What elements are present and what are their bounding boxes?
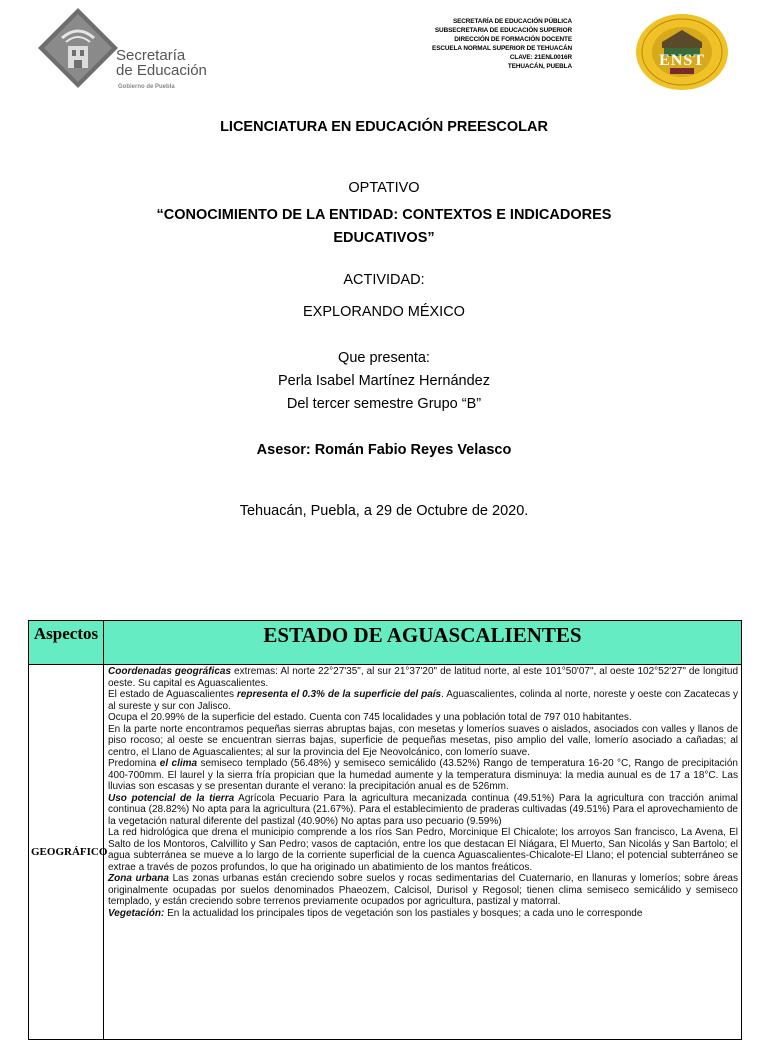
paragraph [108,758,738,793]
place-date: Tehuacán, Puebla, a 29 de Octubre de 2020. [239,503,529,519]
column-header-aspects: Aspectos [29,621,104,665]
paragraph-text: En la actualidad los principales tipos de vegetación son los pastiales y bosques; a cada uno le corresponde [164,907,643,919]
paragraph-lead: Vegetación: [108,907,165,919]
paragraph [108,689,738,712]
paragraph-pre: El estado de Aguascalientes [108,689,237,701]
paragraph-lead: el clima [159,758,198,770]
paragraph [108,793,738,828]
activity-name: EXPLORANDO MÉXICO [303,304,465,320]
institution-block [400,17,572,71]
degree-title: LICENCIATURA EN EDUCACIÓN PREESCOLAR [220,119,548,135]
paragraph-text: extremas: Al norte 22°27'35", al sur 21°37'20" de latitud norte, al este 101°50'07", al oeste 102°52'27" de longitud oeste. Su capital es Aguascalientes. [108,666,739,689]
secretaria-title-line1: Secretaría [116,47,186,64]
presented-by-label: Que presenta: [338,350,430,366]
institution-line: SECRETARÍA DE EDUCACIÓN PÚBLICA [452,18,572,25]
secretaria-title [116,48,207,78]
row-label-geografico: GEOGRÁFICO [29,665,104,1040]
paragraph-lead: Uso potencial de la tierra [108,792,235,804]
paragraph-text: Las zonas urbanas están creciendo sobre suelos y rocas sedimentarias del Cuaternario, en llanuras y lomeríos; sobre áreas originalmente ocupadas por suelos denominados Phaeozem, Calcisol, Durisol y Regosol; tienen clima semiseco semicálido y semiseco templado, y están creciendo sobre terrenos previamente ocupados por agricultura, pastizal y matorral. [108,873,738,908]
institution-line: DIRECCIÓN DE FORMACIÓN DOCENTE [454,36,572,43]
paragraph: En la parte norte encontramos pequeñas sierras abruptas bajas, con mesetas y lomeríos suaves o aislados, asociados con valles y llanos de piso rocoso; al oeste se encuentran sierras bajas, superficie de pequeñas mesetas, piso amplio del valle, lomerío asociado a cañadas; al centro, el Llano de Aguascalientes; al sur la provincia del Eje Neovolcánico, con lomerío suave. [108,723,738,758]
course-title [0,204,768,250]
course-title-line2: EDUCATIVOS” [333,230,435,246]
paragraph-lead: representa el 0.3% de la superficie del país [236,689,442,701]
student-group: Del tercer semestre Grupo “B” [286,396,482,412]
paragraph: Ocupa el 20.99% de la superficie del estado. Cuenta con 745 localidades y una población total de 797 010 habitantes. [108,712,632,724]
paragraph-lead: Zona urbana [108,873,169,885]
paragraph: La red hidrológica que drena el municipio comprende a los ríos San Pedro, Morcinique El Chicalote; los arroyos San francisco, La Avena, El Salto de los Montoros, Calvillito y San Pedro; vasos de captación, entre los que destacan El Niágara, El Muerto, San Nicolás y San Bartolo; el agua subterránea se mueve a lo largo de la corriente superficial de la cuenca Aguascalientes-Chicalote-El Llano; el potencial subterráneo se extrae a través de pozos profundos, lo que ha originado un abatimiento de los mantos freáticos. [108,827,738,873]
secretaria-subtitle: Gobierno de Puebla [118,84,175,90]
paragraph [108,908,738,920]
institution-line: CLAVE: 21ENL0016R [509,54,572,61]
secretaria-logo [38,8,218,94]
advisor-name: Asesor: Román Fabio Reyes Velasco [256,442,512,458]
paragraph-text: Agrícola Pecuario Para la agricultura mecanizada continua (49.51%) Para la agricultura con tracción animal continua (28.82%) No apta para la agricultura (21.67%). Para el establecimiento de praderas cultivadas (49.51%) Para el aprovechamiento de la vegetación natural diferente del pastizal (40.90%) No aptas para uso pecuario (9.59%) [108,792,738,827]
course-type: OPTATIVO [348,180,420,196]
course-title-line1: “CONOCIMIENTO DE LA ENTIDAD: CONTEXTOS E INDICADORES [156,207,612,223]
institution-line: ESCUELA NORMAL SUPERIOR DE TEHUACÁN [432,45,572,52]
table-header-row [29,621,742,665]
paragraph-pre: Predomina [108,758,160,770]
table-row [29,665,742,1040]
institution-line: TEHUACÁN, PUEBLA [507,63,572,70]
paragraph [108,666,738,689]
student-name: Perla Isabel Martínez Hernández [278,373,490,389]
paragraph-lead: Coordenadas geográficas [108,666,232,678]
secretaria-emblem-icon [38,8,118,88]
paragraph [108,873,738,908]
paragraph-text: . Aguascalientes, colinda al norte, noreste y oeste con Zacatecas y al sureste y sur con Jalisco. [108,689,738,712]
geographic-description [104,665,742,1040]
activity-label: ACTIVIDAD: [343,272,425,288]
paragraph-text: semiseco templado (56.48%) y semiseco semicálido (43.52%) Rango de temperatura 16-20 °C, Rango de precipitación 400-700mm. El laurel y la sierra fría propician que la humedad aumente y la temperatura disminuya: la media aunual es de 17 a 18°C. Las lluvias son escasas y se presentan durante el verano: la precipitación anual es de 526mm. [108,758,738,793]
institution-line: SUBSECRETARIA DE EDUCACIÓN SUPERIOR [434,27,572,34]
secretaria-title-line2: de Educación [116,62,207,79]
enst-logo-text: ENST [659,52,705,69]
state-table [28,620,742,1040]
enst-school-logo [634,12,730,92]
column-header-state: ESTADO DE AGUASCALIENTES [104,621,742,665]
